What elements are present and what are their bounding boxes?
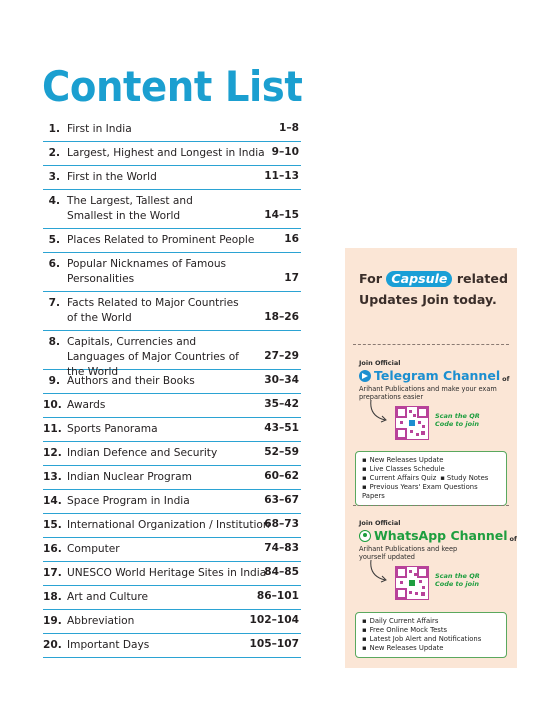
toc-entry-title: Important Days (67, 639, 150, 651)
toc-entry[interactable] (43, 418, 301, 442)
list-item: ▪ Live Classes Schedule (362, 465, 500, 474)
toc-entry-title: The Largest, Tallest and Smallest in the World (67, 195, 193, 222)
telegram-subtext: Arihant Publications and make your exam preparations easier (359, 385, 497, 401)
toc-entry-pages: 1–8 (278, 122, 299, 134)
toc-entry-pages: 9–10 (271, 146, 299, 158)
divider (353, 344, 509, 345)
curved-arrow-icon (367, 558, 391, 586)
telegram-of: of (502, 375, 510, 383)
toc-entry-number: 16. (43, 543, 62, 555)
toc-entry-title: First in the World (67, 171, 157, 183)
toc-entry-number: 2. (48, 147, 60, 159)
toc-entry-title: Popular Nicknames of Famous Personalities (67, 258, 227, 285)
toc-entry-number: 8. (48, 336, 60, 348)
list-item: ▪ New Releases Update (362, 456, 500, 465)
toc-entry-number: 7. (48, 297, 60, 309)
promo-panel (345, 248, 517, 668)
toc-entry-pages: 74–83 (264, 542, 299, 554)
telegram-channel-link[interactable] (359, 368, 509, 383)
divider (353, 505, 509, 506)
list-item: ▪ Daily Current Affairs (362, 617, 500, 626)
list-item: ▪ New Releases Update (362, 644, 500, 653)
toc-entry-number: 18. (43, 591, 62, 603)
table-of-contents (43, 118, 301, 658)
whatsapp-icon (359, 530, 371, 542)
whatsapp-scan-text: Scan the QR Code to join (435, 572, 480, 588)
toc-entry[interactable] (43, 538, 301, 562)
toc-entry[interactable] (43, 466, 301, 490)
toc-entry-number: 5. (48, 234, 60, 246)
toc-entry[interactable] (43, 229, 301, 253)
toc-entry[interactable] (43, 442, 301, 466)
toc-entry-pages: 27–29 (264, 350, 299, 362)
toc-entry[interactable] (43, 331, 301, 378)
telegram-icon (359, 370, 371, 382)
toc-entry-pages: 105–107 (249, 638, 299, 650)
toc-entry-pages: 102–104 (249, 614, 299, 626)
toc-entry-number: 3. (48, 171, 60, 183)
toc-entry-number: 6. (48, 258, 60, 270)
toc-entry-title: Space Program in India (67, 495, 190, 507)
toc-entry-number: 13. (43, 471, 62, 483)
promo-head-related: related (456, 271, 508, 286)
toc-entry-pages: 43–51 (264, 422, 299, 434)
promo-head-for: For (359, 271, 382, 286)
toc-entry-pages: 17 (284, 272, 299, 284)
curved-arrow-icon (367, 398, 391, 426)
toc-entry-number: 9. (48, 375, 60, 387)
list-item-text: ▪ Study Notes (436, 474, 488, 482)
whatsapp-channel-link[interactable] (359, 528, 517, 543)
toc-entry-title: Largest, Highest and Longest in India (67, 147, 265, 159)
toc-entry[interactable] (43, 253, 301, 292)
toc-entry[interactable] (43, 190, 301, 229)
telegram-benefits-list (355, 451, 507, 506)
toc-entry[interactable] (43, 610, 301, 634)
toc-entry[interactable] (43, 562, 301, 586)
toc-entry-title: First in India (67, 123, 132, 135)
telegram-scan-text: Scan the QR Code to join (435, 412, 480, 428)
toc-entry-number: 4. (48, 195, 60, 207)
toc-entry[interactable] (43, 634, 301, 658)
toc-entry-title: Abbreviation (67, 615, 135, 627)
telegram-qr-code[interactable] (395, 406, 429, 440)
toc-entry-title: International Organization / Institution (67, 519, 270, 531)
toc-entry-number: 12. (43, 447, 62, 459)
toc-entry-title: Sports Panorama (67, 423, 158, 435)
toc-entry-pages: 16 (284, 233, 299, 245)
toc-entry-pages: 11–13 (264, 170, 299, 182)
toc-entry-pages: 84–85 (264, 566, 299, 578)
whatsapp-join-label: Join Official (359, 519, 401, 527)
promo-headline (359, 268, 509, 310)
toc-entry-pages: 30–34 (264, 374, 299, 386)
toc-entry-number: 10. (43, 399, 62, 411)
toc-entry-pages: 52–59 (264, 446, 299, 458)
toc-entry-pages: 35–42 (264, 398, 299, 410)
toc-entry-title: Authors and their Books (67, 375, 195, 387)
toc-entry-title: Awards (67, 399, 106, 411)
toc-entry-title: Facts Related to Major Countries of the World (67, 297, 239, 324)
toc-entry-number: 19. (43, 615, 62, 627)
list-item-text: Current Affairs Quiz (369, 474, 437, 482)
whatsapp-subtext: Arihant Publications and keep yourself updated (359, 545, 458, 561)
toc-entry[interactable] (43, 490, 301, 514)
toc-entry-title: Places Related to Prominent People (67, 234, 255, 246)
capsule-badge: Capsule (386, 271, 452, 287)
toc-entry-number: 14. (43, 495, 62, 507)
toc-entry-number: 1. (48, 123, 60, 135)
toc-entry-pages: 60–62 (264, 470, 299, 482)
toc-entry[interactable] (43, 292, 301, 331)
toc-entry[interactable] (43, 166, 301, 190)
page-title: Content List (42, 62, 303, 111)
toc-entry-number: 15. (43, 519, 62, 531)
toc-entry[interactable] (43, 370, 301, 394)
toc-entry-number: 20. (43, 639, 62, 651)
toc-entry-title: Indian Nuclear Program (67, 471, 192, 483)
toc-entry[interactable] (43, 514, 301, 538)
toc-entry[interactable] (43, 394, 301, 418)
toc-entry-title: Capitals, Currencies and Languages of Major Countries of the World (67, 336, 239, 378)
toc-entry-title: Indian Defence and Security (67, 447, 218, 459)
toc-entry-pages: 63–67 (264, 494, 299, 506)
list-item: ▪ Free Online Mock Tests (362, 626, 500, 635)
list-item: ▪ Previous Years' Exam Questions Papers (362, 483, 500, 501)
toc-entry-title: UNESCO World Heritage Sites in India (67, 567, 267, 579)
whatsapp-of: of (509, 535, 517, 543)
list-item: ▪ Latest Job Alert and Notifications (362, 635, 500, 644)
list-item (362, 474, 500, 483)
toc-entry-number: 11. (43, 423, 62, 435)
toc-entry[interactable] (43, 586, 301, 610)
telegram-join-label: Join Official (359, 359, 401, 367)
promo-head-line2: Updates Join today. (359, 292, 497, 307)
toc-entry[interactable] (43, 118, 301, 142)
toc-entry-pages: 86–101 (256, 590, 299, 602)
whatsapp-channel-label: WhatsApp Channel (374, 528, 508, 543)
telegram-channel-label: Telegram Channel (374, 368, 501, 383)
toc-entry-pages: 68–73 (264, 518, 299, 530)
toc-entry-pages: 18–26 (264, 311, 299, 323)
whatsapp-qr-code[interactable] (395, 566, 429, 600)
toc-entry-pages: 14–15 (264, 209, 299, 221)
toc-entry-title: Art and Culture (67, 591, 148, 603)
toc-entry-title: Computer (67, 543, 120, 555)
toc-entry[interactable] (43, 142, 301, 166)
toc-entry-number: 17. (43, 567, 62, 579)
whatsapp-benefits-list (355, 612, 507, 658)
